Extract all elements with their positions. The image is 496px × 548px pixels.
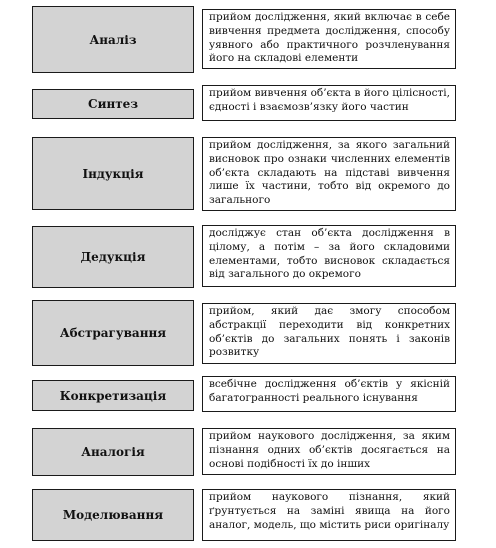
term-box: Аналіз [32, 6, 194, 73]
description-text: прийом наукового дослідження, за яким пізнання одних об’єктів досягається на основі подібності їх до інших [209, 430, 450, 470]
term-box: Індукція [32, 137, 194, 210]
description-text: досліджує стан об’єкта дослідження в цілому, а потім – за його складовими елементами, тобто висновок складається від загального до окремого [209, 227, 450, 281]
term-box: Абстрагування [32, 300, 194, 366]
description-text: прийом, який дає змогу способом абстракції переходити від конкретних об’єктів до загальних понять і законів розвитку [209, 305, 450, 359]
description-box [202, 428, 456, 475]
description-box [202, 9, 456, 69]
term-box: Моделювання [32, 489, 194, 541]
description-box [202, 303, 456, 364]
description-box [202, 376, 456, 412]
term-box: Дедукція [32, 226, 194, 288]
description-box [202, 85, 456, 121]
description-box [202, 489, 456, 541]
description-text: всебічне дослідження об’єктів у якісній багатогранності реального існування [209, 378, 450, 404]
description-box [202, 225, 456, 287]
description-text: прийом вивчення об’єкта в його цілісності, єдності і взаємозв’язку його частин [209, 87, 450, 113]
description-text: прийом наукового пізнання, який ґрунтується на заміні явища на його аналог, модель, що містить риси оригіналу [209, 491, 450, 531]
description-text: прийом дослідження, який включає в себе вивчення предмета дослідження, способу уявного або практичного розчленування його на складові елементи [209, 11, 450, 65]
description-text: прийом дослідження, за якого загальний висновок про ознаки численних елементів об’єкта складають на підставі вивчення лише їх частини, тобто від окремого до загального [209, 139, 450, 207]
term-box: Синтез [32, 89, 194, 119]
description-box [202, 137, 456, 211]
term-box: Конкретизація [32, 380, 194, 411]
term-box: Аналогія [32, 428, 194, 476]
